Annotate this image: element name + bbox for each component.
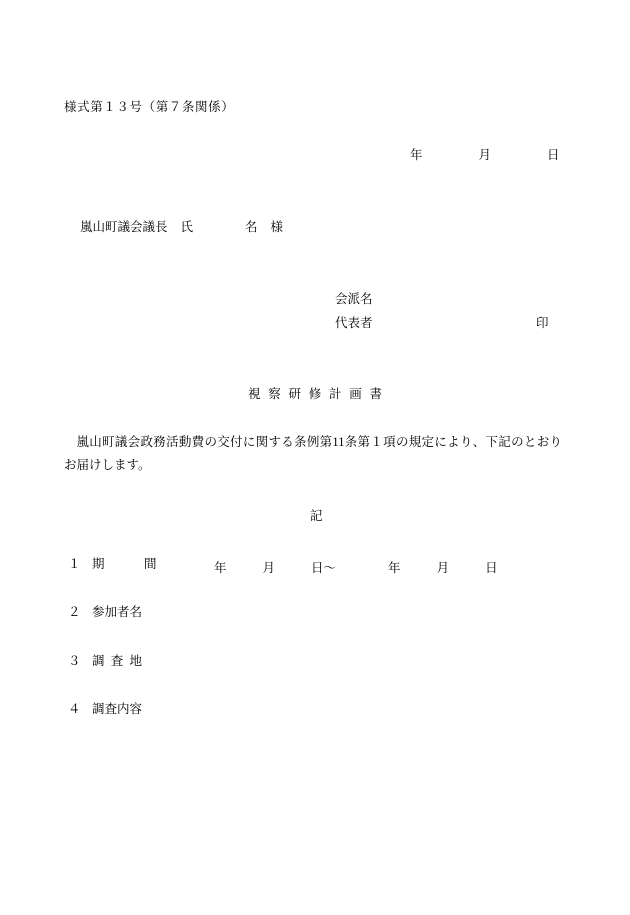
date-year: 年 <box>410 148 423 162</box>
form-number: 様式第１３号（第７条関係） <box>64 100 235 114</box>
end-month: 月 <box>436 561 450 575</box>
date-line <box>410 149 560 162</box>
list-item <box>68 655 142 668</box>
item-number: ３ <box>68 654 81 668</box>
page-title: 視 察 研 修 計 画 書 <box>248 387 383 401</box>
item-number: １ <box>68 557 81 571</box>
start-month: 月 <box>262 561 276 575</box>
end-day: 日 <box>485 561 498 575</box>
date-month: 月 <box>478 148 492 162</box>
item-label: 調 査 地 <box>92 654 143 668</box>
ki-mark: 記 <box>310 509 323 523</box>
list-item <box>68 558 157 571</box>
addressee-given-label: 名 <box>245 220 258 234</box>
group-name-label: 会派名 <box>335 292 373 306</box>
item-label: 調査内容 <box>92 702 143 716</box>
item-label: 期 間 <box>92 557 158 571</box>
addressee-honorific: 様 <box>270 220 284 234</box>
date-day: 日 <box>547 148 560 162</box>
list-item <box>68 703 142 716</box>
list-item <box>68 606 142 619</box>
representative-label: 代表者 <box>335 316 373 330</box>
item-label: 参加者名 <box>92 605 143 619</box>
addressee <box>80 221 283 234</box>
seal-label: 印 <box>536 316 549 330</box>
item-number: ４ <box>68 702 81 716</box>
end-year: 年 <box>388 561 401 575</box>
period-date-fields <box>214 558 498 576</box>
addressee-surname-label: 氏 <box>180 220 194 234</box>
addressee-title: 嵐山町議会議長 <box>80 220 168 234</box>
item-number: ２ <box>68 605 81 619</box>
body-paragraph: 嵐山町議会政務活動費の交付に関する条例第11条第１項の規定により、下記のとおりお届けします。 <box>64 435 562 473</box>
start-day: 日～ <box>311 561 337 575</box>
start-year: 年 <box>214 561 227 575</box>
